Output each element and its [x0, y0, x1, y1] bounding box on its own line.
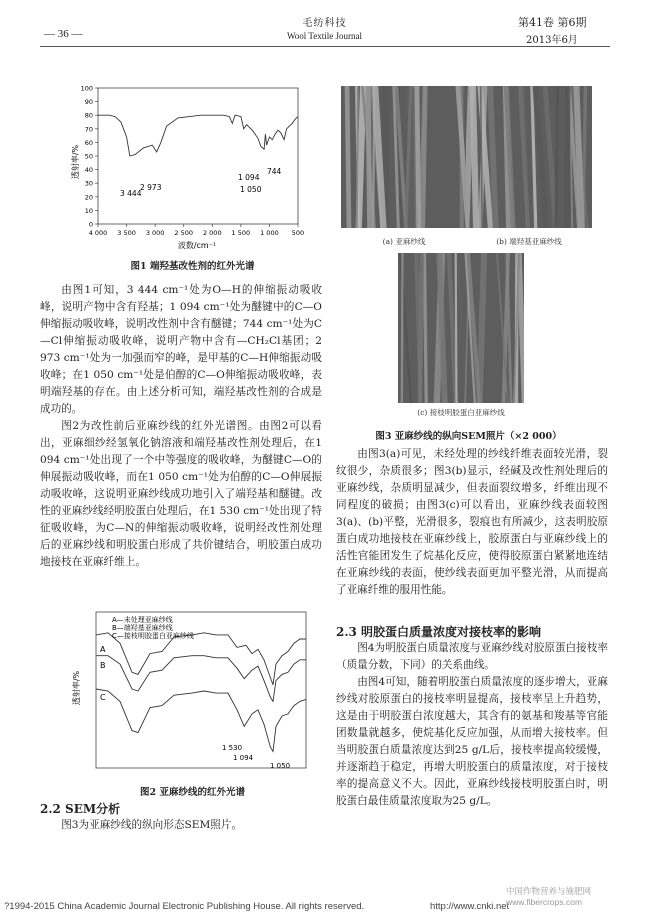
figure1-peak-1050: 1 050	[240, 185, 262, 194]
sem-fiber-streak	[368, 86, 370, 228]
figure1-ytick-label: 10	[84, 206, 93, 215]
figure2-peak-1094: 1 094	[233, 754, 254, 762]
figure1-ytick-label: 100	[80, 84, 93, 93]
figure2-label-c: C	[100, 693, 106, 702]
figure2-caption: 图2 亚麻纱线的红外光谱	[140, 787, 245, 798]
figure1-peak-2973: 2 973	[140, 183, 162, 192]
figure1-xtick-label: 3 000	[145, 229, 165, 237]
figure2-peak-1050: 1 050	[270, 762, 291, 770]
sem-fiber-streak	[417, 86, 419, 228]
figure1-xtick-label: 2 000	[202, 229, 222, 237]
left-paragraph-3: 图3为亚麻纱线的纵向形态SEM照片。	[61, 819, 243, 831]
issue-date: 2013年6月	[526, 35, 578, 46]
figure1-ytick-label: 30	[84, 179, 93, 188]
figure1-xtick-label: 1 500	[231, 229, 251, 237]
figure1-ytick-label: 70	[84, 125, 93, 134]
figure1-xtick-label: 3 500	[117, 229, 136, 237]
page-number: — 36 —	[44, 28, 83, 40]
sem-caption-b: (b) 端羟基亚麻纱线	[496, 237, 562, 246]
figure2-curve-a	[96, 633, 306, 685]
sem-image-c	[398, 253, 524, 403]
figure1-ytick-label: 80	[84, 111, 93, 120]
figure1-ytick-label: 50	[84, 152, 93, 161]
sem-fiber-streak	[420, 253, 422, 403]
journal-title-cn: 毛纺科技	[302, 18, 347, 29]
figure2-ir-spectrum	[70, 608, 315, 780]
figure1-axes	[98, 88, 298, 224]
sem-image-b	[466, 86, 592, 228]
figure1-ytick-label: 0	[88, 220, 93, 229]
journal-title-en: Wool Textile Journal	[287, 31, 362, 41]
sem-fiber-streak	[424, 253, 426, 403]
sem-fiber-streak	[423, 86, 426, 228]
figure2-label-a: A	[100, 645, 106, 654]
footer-watermark: 中国作物营养与施肥网 www.fibercrops.com	[506, 886, 592, 907]
figure2-legend-b: B—端羟基亚麻纱线	[112, 624, 173, 632]
sem-caption-a: (a) 亚麻纱线	[382, 237, 426, 246]
sem-fiber-streak	[567, 86, 568, 228]
figure1-ir-spectrum	[70, 82, 315, 252]
figure1-ytick-label: 60	[84, 138, 93, 147]
right-column-bottom	[336, 640, 608, 810]
figure3-caption: 图3 亚麻纱线的纵向SEM照片（×2 000）	[375, 431, 562, 442]
figure1-xlabel: 波数/cm⁻¹	[177, 241, 217, 250]
figure1-frame	[98, 88, 298, 224]
figure2-ylabel: 透射率/%	[72, 670, 81, 706]
sem-caption-c: (c) 接枝明胶蛋白亚麻纱线	[417, 408, 505, 417]
figure1-peak-744: 744	[267, 167, 282, 176]
figure1-xtick-label: 2 500	[174, 229, 194, 237]
figure1-xtick-label: 4 000	[88, 229, 108, 237]
right-paragraph-2: 图4为明胶蛋白质量浓度与亚麻纱线对胶原蛋白接枝率（质量分数，下同）的关系曲线。	[336, 642, 608, 671]
figure2-curve-c	[96, 689, 306, 751]
sem-fiber-streak	[556, 86, 558, 228]
sem-fiber-streak	[456, 253, 457, 403]
figure1-peak-1094: 1 094	[238, 173, 260, 182]
sem-fiber-streak	[402, 253, 403, 403]
left-column	[40, 282, 322, 571]
sem-fiber-streak	[473, 86, 476, 228]
right-paragraph-3: 由图4可知，随着明胶蛋白质量浓度的逐步增大，亚麻纱线对胶原蛋白的接枝率明显提高，接枝率呈上升趋势，这是由于明胶蛋白浓度越大，其含有的氨基和羧基等官能团数量就越多，使烷基化反应加强，从而增大接枝率。但当明胶蛋白质量浓度达到25 g/L后，接枝率提高较缓慢，并逐渐趋于稳定，再增大明胶蛋白的质量浓度，对于接枝率的提高意义不大。因此，亚麻纱线接枝明胶蛋白时，明胶蛋白最佳质量浓度取为25 g/L。	[336, 676, 608, 807]
footer-copyright: ?1994-2015 China Academic Journal Electronic Publishing House. All rights reserved.	[4, 901, 365, 912]
right-column	[336, 446, 608, 599]
sem-image-b-texture	[466, 86, 592, 228]
figure1-caption: 图1 端羟基改性剂的红外光谱	[130, 261, 255, 272]
section-2-2-heading: 2.2 SEM分析	[40, 802, 121, 816]
figure1-xtick-label: 1 000	[260, 229, 279, 237]
figure1-xtick-label: 500	[291, 229, 305, 237]
sem-image-a-texture	[341, 86, 467, 228]
figure1-ytick-label: 20	[84, 193, 93, 202]
footer-url[interactable]: http://www.cnki.net	[430, 901, 510, 912]
left-paragraph-1: 由图1可知，3 444 cm⁻¹处为O—H的伸缩振动吸收峰，说明产物中含有羟基；1 094 cm⁻¹处为醚键中的C—O伸缩振动吸收峰，说明改性剂中含有醚键；744 cm⁻¹处为C—Cl伸缩振动吸收峰，说明产物中含有—CH₂Cl基团；2 973 cm⁻¹处为一加强而窄的峰，是甲基的C—H伸缩振动吸收峰；在1 050 cm⁻¹处是伯醇的C—O伸缩振动吸收峰，表明端羟基的存在。由上述分析可知，端羟基改性剂的合成是成功的。	[40, 284, 322, 415]
sem-fiber-streak	[347, 86, 349, 228]
sem-fiber-streak	[357, 86, 358, 228]
right-paragraph-1: 由图3(a)可见，未经处理的纱线纤维表面较光滑，裂纹很少，杂质很多；图3(b)显示，经碱及改性剂处理后的亚麻纱线，杂质明显减少，但表面裂纹增多，纤维出现不同程度的破损；由图3(c)可以看出，亚麻纱线表面较图3(a)、(b)平整，光滑很多，裂痕也有所减少，这表明胶原蛋白成功地接枝在亚麻纱线上，胶原蛋白与亚麻纱线上的活性官能团发生了烷基化反应，使得胶原蛋白紧紧地连结在亚麻纱线的表面，使纱线表面更加平整光滑，从而提高了亚麻纤维的服用性能。	[336, 448, 608, 596]
figure2-peak-1530: 1 530	[222, 744, 243, 752]
figure1-ytick-label: 90	[84, 98, 93, 107]
sem-image-c-texture	[398, 253, 524, 403]
issue-number: 第41卷 第6期	[518, 16, 587, 29]
left-paragraph-2: 图2为改性前后亚麻纱线的红外光谱图。由图2可以看出，亚麻细纱经氢氧化钠溶液和端羟基改性剂处理后，在1 094 cm⁻¹处出现了一个中等强度的吸收峰，为醚键C—O的伸展振动吸收峰，而在1 050 cm⁻¹处为伯醇的C—O伸展振动吸收峰，这说明亚麻纱线成功地引入了端羟基和醚键。改性的亚麻纱线经明胶蛋白处理后，在1 530 cm⁻¹处出现了特征吸收峰，为C—N的伸缩振动吸收峰，说明经改性剂处理后的亚麻纱线和明胶蛋白形成了共价键结合，明胶蛋白成功地接枝在亚麻纤维上。	[40, 420, 322, 568]
figure2-legend-c: C—接枝明胶蛋白亚麻纱线	[112, 632, 194, 640]
figure1-ylabel: 透射率/%	[71, 144, 80, 180]
figure1-spectrum-line	[98, 115, 298, 156]
sem-fiber-streak	[385, 86, 386, 228]
figure1-ticks	[81, 85, 305, 238]
header-rule	[40, 46, 610, 47]
section-2-3-heading: 2.3 明胶蛋白质量浓度对接枝率的影响	[336, 625, 542, 639]
figure2-label-b: B	[100, 661, 106, 670]
left-column-bottom	[40, 817, 322, 834]
figure1-peak-3444: 3 444	[120, 189, 142, 198]
sem-image-a	[341, 86, 467, 228]
figure2-legend-a: A—未处理亚麻纱线	[112, 616, 173, 624]
figure1-ytick-label: 40	[84, 166, 93, 175]
